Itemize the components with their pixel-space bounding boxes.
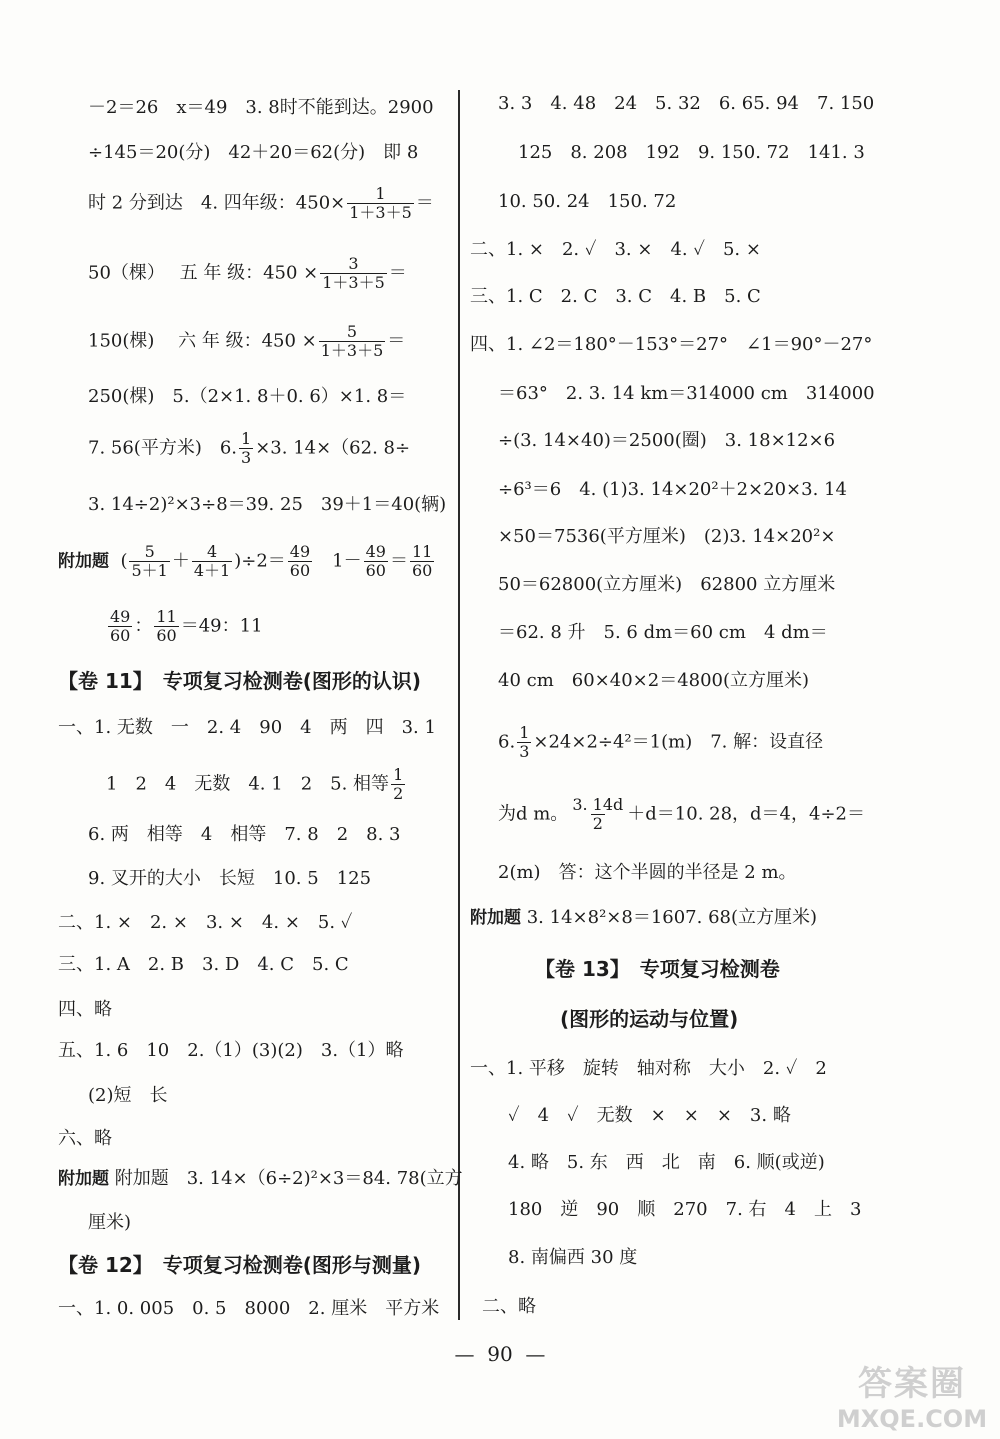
section-heading: 【卷 13】 专项复习检测卷 xyxy=(535,957,780,981)
answer-line: 三、1. C 2. C 3. C 4. B 5. C xyxy=(470,286,761,307)
answer-line: 7. 56(平方米) 6. $\frac{1}{3}$ ×3. 14×（62. 8÷ xyxy=(88,429,411,467)
answer-line: 六、略 xyxy=(58,1128,112,1149)
bonus-line: $\frac{49}{60}$ ： $\frac{11}{60}$ ＝49：11 xyxy=(110,607,263,645)
answer-line: ÷145＝20(分) 42＋20＝62(分) 即 8 xyxy=(88,142,419,163)
answer-line: 一、1. 平移 旋转 轴对称 大小 2. ✓ 2 xyxy=(470,1058,827,1079)
watermark-logo: 答案圈 MXQE.COM xyxy=(836,1364,988,1433)
fraction: $\frac{11}{60}$ xyxy=(411,542,433,580)
answer-line: 40 cm 60×40×2＝4800(立方厘米) xyxy=(498,670,810,691)
answer-line: 180 逆 90 顺 270 7. 右 4 上 3 xyxy=(508,1199,862,1220)
answer-line: 8. 南偏西 30 度 xyxy=(508,1247,638,1268)
answer-line: 6. $\frac{1}{3}$ ×24×2÷4²＝1(m) 7. 解：设直径 xyxy=(498,723,824,761)
fraction: $\frac{5}{1+3+5}$ xyxy=(320,322,384,360)
answer-line: 二、1. × 2. ✓ 3. × 4. ✓ 5. × xyxy=(470,239,761,260)
fraction: $\frac{3. 14d}{2}$ xyxy=(572,795,624,833)
answer-line: 150(棵) 六 年 级：450 × $\frac{5}{1+3+5}$ ＝ xyxy=(88,322,406,360)
bonus-label: 附加题 xyxy=(58,1169,109,1189)
bonus-label: 附加题 xyxy=(470,908,521,928)
answer-line: 一、1. 0. 005 0. 5 8000 2. 厘米 平方米 xyxy=(58,1298,440,1319)
answer-line: 250(棵) 5.（2×1. 8＋0. 6）×1. 8＝ xyxy=(88,386,407,407)
answer-line: 二、略 xyxy=(482,1296,536,1317)
answer-line: ÷6³＝6 4. (1)3. 14×20²＋2×20×3. 14 xyxy=(498,479,847,500)
bonus-line: 附加题 ( $\frac{5}{5+1}$ ＋ $\frac{4}{4+1}$ )÷2＝ $\frac{49}{60}$ 1－ $\frac{49}{60}$ ＝ $\frac{11}{60}$ xyxy=(58,542,433,580)
fraction: $\frac{4}{4+1}$ xyxy=(193,542,231,580)
fraction: $\frac{1}{1+3+5}$ xyxy=(349,184,412,222)
answer-line: 四、1. ∠2＝180°－153°＝27° ∠1＝90°－27° xyxy=(470,334,873,355)
answer-line: 一、1. 无数 一 2. 4 90 4 两 四 3. 1 xyxy=(58,717,436,738)
fraction: $\frac{1}{3}$ xyxy=(241,429,252,467)
page-number: — 90 — xyxy=(454,1342,546,1366)
answer-line: 4. 略 5. 东 西 北 南 6. 顺(或逆) xyxy=(508,1152,825,1173)
bonus-line: 附加题 附加题 3. 14×（6÷2)²×3＝84. 78(立方 xyxy=(58,1168,463,1189)
section-heading: (图形的运动与位置) xyxy=(560,1007,739,1031)
fraction: $\frac{49}{60}$ xyxy=(289,542,311,580)
answer-line: 50（棵） 五 年 级：450 × $\frac{3}{1+3+5}$ ＝ xyxy=(88,254,407,292)
answer-line: 二、1. × 2. × 3. × 4. × 5. ✓ xyxy=(58,912,353,933)
answer-line: 时 2 分到达 4. 四年级：450× $\frac{1}{1+3+5}$ ＝ xyxy=(88,184,434,222)
answer-line: 3. 3 4. 48 24 5. 32 6. 65. 94 7. 150 xyxy=(498,93,875,114)
answer-line: 四、略 xyxy=(58,999,112,1020)
answer-line: 三、1. A 2. B 3. D 4. C 5. C xyxy=(58,954,349,975)
answer-line: ✓ 4 ✓ 无数 × × × 3. 略 xyxy=(508,1105,791,1126)
answer-line: ×50＝7536(平方厘米) (2)3. 14×20²× xyxy=(498,526,836,547)
answer-line: 为d m。 $\frac{3. 14d}{2}$ ＋d＝10. 28，d＝4，4÷2＝ xyxy=(498,795,866,833)
answer-line: (2)短 长 xyxy=(88,1085,168,1106)
answer-line: 2(m) 答：这个半圆的半径是 2 m。 xyxy=(498,862,797,883)
answer-line: 1 2 4 无数 4. 1 2 5. 相等 $\frac{1}{2}$ xyxy=(106,765,404,803)
column-divider xyxy=(458,90,460,1320)
section-heading: 【卷 12】 专项复习检测卷(图形与测量) xyxy=(58,1253,422,1277)
answer-line: 厘米) xyxy=(88,1212,132,1233)
fraction: $\frac{5}{5+1}$ xyxy=(131,542,168,580)
answer-line: ＝62. 8 升 5. 6 dm＝60 cm 4 dm＝ xyxy=(498,622,828,643)
fraction: $\frac{1}{2}$ xyxy=(393,765,404,803)
fraction: $\frac{3}{1+3+5}$ xyxy=(322,254,385,292)
bonus-line: 附加题 3. 14×8²×8＝1607. 68(立方厘米) xyxy=(470,907,818,928)
answer-line: 50＝62800(立方厘米) 62800 立方厘米 xyxy=(498,574,836,595)
answer-line: 6. 两 相等 4 相等 7. 8 2 8. 3 xyxy=(88,824,401,845)
fraction: $\frac{1}{3}$ xyxy=(519,723,530,761)
section-heading: 【卷 11】 专项复习检测卷(图形的认识) xyxy=(58,669,422,693)
fraction: $\frac{11}{60}$ xyxy=(156,607,177,645)
fraction: $\frac{49}{60}$ xyxy=(365,542,386,580)
answer-line: －2＝26 x＝49 3. 8时不能到达。2900 xyxy=(88,97,434,118)
answer-line: 9. 叉开的大小 长短 10. 5 125 xyxy=(88,868,372,889)
answer-line: 125 8. 208 192 9. 150. 72 141. 3 xyxy=(518,142,865,163)
fraction: $\frac{49}{60}$ xyxy=(110,607,131,645)
answer-line: 10. 50. 24 150. 72 xyxy=(498,191,677,212)
answer-line: ＝63° 2. 3. 14 km＝314000 cm 314000 xyxy=(498,383,875,404)
answer-line: 3. 14÷2)²×3÷8＝39. 25 39＋1＝40(辆) xyxy=(88,494,447,515)
answer-line: 五、1. 6 10 2.（1）(3)(2) 3.（1）略 xyxy=(58,1040,404,1061)
bonus-label: 附加题 xyxy=(58,551,109,572)
answer-line: ÷(3. 14×40)＝2500(圈) 3. 18×12×6 xyxy=(498,430,836,451)
